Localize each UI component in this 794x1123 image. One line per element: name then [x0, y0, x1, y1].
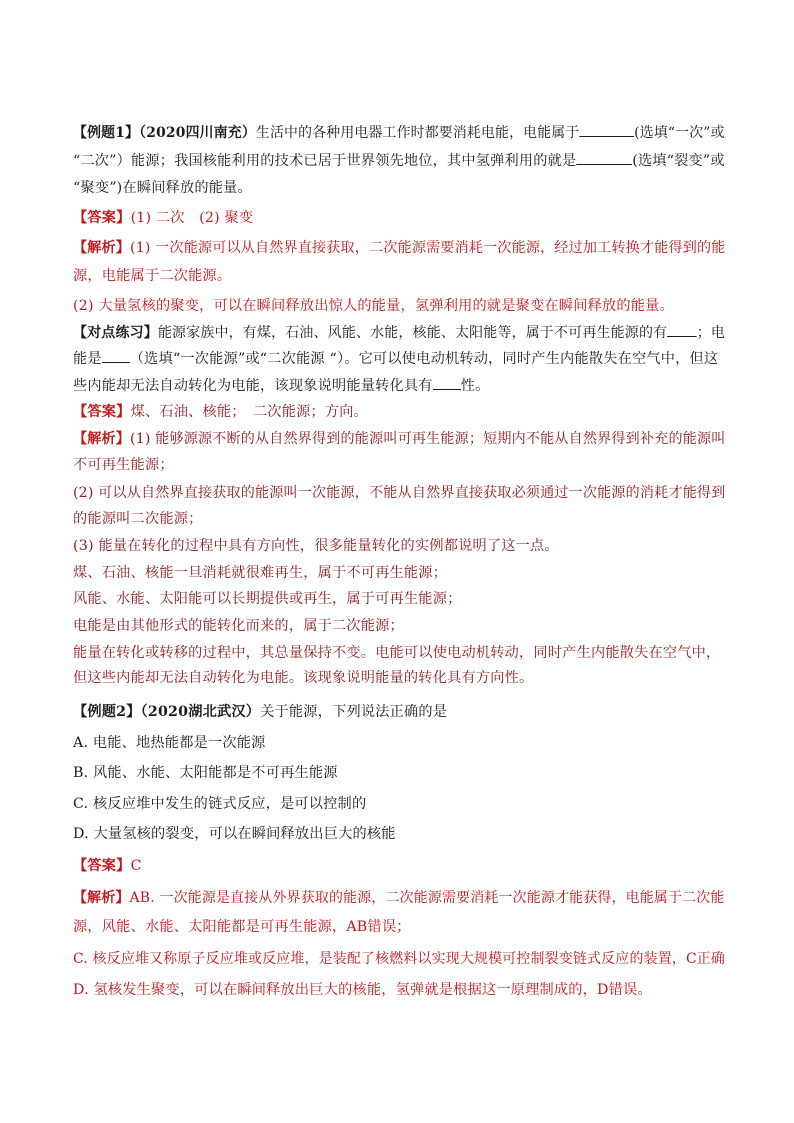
ex1-analysis-line-1 — [73, 238, 725, 258]
practice-analysis-line-1 — [73, 429, 725, 449]
ex1-q-choice-2: (选填“裂变”或 — [632, 153, 725, 169]
ex2-option-a: A. 电能、地热能都是一次能源 — [73, 735, 266, 751]
practice-analysis-line-10: 但这些内能却无法自动转化为电能。该现象说明能量的转化具有方向性。 — [73, 670, 534, 686]
ex2-analysis-line-4: D. 氢核发生聚变，可以在瞬间释放出巨大的核能，氢弹就是根据这一原理制成的，D错误。 — [73, 982, 652, 998]
ex2-option-b: B. 风能、水能、太阳能都是不可再生能源 — [73, 765, 338, 781]
practice-q-text: 能源家族中，有煤，石油、风能、水能，核能、太阳能等，属于不可再生能源的有 — [157, 325, 668, 341]
practice-q-text-2a: 能是 — [73, 351, 102, 367]
practice-analysis-line-4: 的能源叫二次能源； — [73, 511, 203, 527]
practice-q-text-3a: 些内能却无法自动转化为电能，该现象说明能量转化具有 — [73, 378, 433, 394]
practice-analysis-text: (1) 能够源源不断的从自然界得到的能源叫可再生能源；短期内不能从自然界得到补充的能源叫 — [130, 431, 726, 447]
practice-answer-text: 煤、石油、核能； 二次能源；方向。 — [130, 404, 369, 420]
ex1-question-line-2 — [73, 150, 725, 171]
practice-blank-1 — [667, 322, 697, 337]
ex1-q-choice: (选填“一次”或 — [634, 125, 725, 141]
ex2-option-d: D. 大量氢核的裂变，可以在瞬间释放出巨大的核能 — [73, 826, 396, 842]
ex1-analysis-line-3: (2) 大量氢核的聚变，可以在瞬间释放出惊人的能量，氢弹利用的就是聚变在瞬间释放的能量。 — [73, 298, 674, 314]
practice-analysis-line-7: 风能、水能、太阳能可以长期提供或再生，属于可再生能源； — [73, 591, 462, 607]
practice-analysis-line-5: (3) 能量在转化的过程中具有方向性，很多能量转化的实例都说明了这一点。 — [73, 538, 559, 554]
ex1-blank-2 — [576, 150, 632, 165]
ex1-question-line-1 — [73, 122, 725, 143]
practice-answer-tag: 【答案】 — [73, 404, 131, 420]
practice-question-line-2 — [73, 348, 718, 369]
practice-analysis-line-9: 能量在转化或转移的过程中，其总量保持不变。电能可以使电动机转动，同时产生内能散失在空气中， — [73, 645, 721, 661]
ex1-answer — [73, 208, 253, 228]
practice-question-line-1 — [73, 322, 725, 343]
ex2-q-text: 关于能源，下列说法正确的是 — [260, 704, 448, 720]
ex1-analysis-text: (1) 一次能源可以从自然界直接获取，二次能源需要消耗一次能源，经过加工转换才能得到的能 — [130, 240, 726, 256]
practice-blank-2 — [102, 348, 130, 363]
ex2-answer-text: C — [130, 858, 142, 874]
practice-q-text-2b: （选填“一次能源”或“二次能源 “）。它可以使电动机转动，同时产生内能散失在空气中，但这 — [129, 351, 719, 367]
ex2-analysis-line-1 — [73, 888, 725, 908]
practice-q-text-3b: 性。 — [460, 378, 490, 394]
ex2-question — [73, 702, 447, 722]
practice-analysis-line-6: 煤、石油、核能一旦消耗就很难再生，属于不可再生能源； — [73, 565, 448, 581]
ex2-analysis-line-2: 源，风能、水能、太阳能都是可再生能源，AB错误； — [73, 919, 411, 935]
ex2-source: （2020湖北武汉） — [140, 704, 261, 720]
ex1-question-line-3: “聚变”)在瞬间释放的能量。 — [73, 180, 252, 196]
ex2-analysis-text: AB. 一次能源是直接从外界获取的能源，二次能源需要消耗一次能源才能获得，电能属于二次能 — [129, 890, 725, 906]
practice-analysis-line-8: 电能是由其他形式的能转化而来的，属于二次能源； — [73, 618, 404, 634]
ex1-analysis-tag: 【解析】 — [73, 240, 131, 256]
practice-analysis-tag: 【解析】 — [73, 431, 131, 447]
ex1-source: （2020四川南充） — [139, 125, 256, 141]
ex1-tag: 【例题1】 — [73, 125, 140, 141]
practice-tag: 【对点练习】 — [73, 325, 158, 341]
ex2-answer-tag: 【答案】 — [73, 858, 131, 874]
ex1-answer-text: (1) 二次 (2) 聚变 — [130, 210, 254, 226]
ex1-q-text-2: “二次”）能源；我国核能利用的技术已居于世界领先地位，其中氢弹利用的就是 — [73, 153, 577, 169]
ex2-answer — [73, 856, 142, 876]
ex2-analysis-line-3: C. 核反应堆又称原子反应堆或反应堆，是装配了核燃料以实现大规模可控制裂变链式反应的装置，C正确 — [73, 951, 726, 967]
ex2-analysis-tag: 【解析】 — [73, 890, 130, 906]
practice-analysis-line-3: (2) 可以从自然界直接获取的能源叫一次能源，不能从自然界直接获取必须通过一次能源的消耗才能得到 — [73, 485, 726, 501]
practice-question-line-3 — [73, 375, 489, 396]
ex1-answer-tag: 【答案】 — [73, 210, 131, 226]
practice-answer — [73, 402, 368, 422]
ex1-q-text: 生活中的各种用电器工作时都要消耗电能，电能属于 — [255, 125, 580, 141]
practice-analysis-line-2: 不可再生能源； — [73, 457, 174, 473]
ex1-analysis-line-2: 源，电能属于二次能源。 — [73, 268, 232, 284]
ex2-tag: 【例题2】 — [73, 704, 141, 720]
ex1-blank-1 — [579, 122, 634, 137]
practice-blank-3 — [433, 375, 461, 390]
ex2-option-c: C. 核反应堆中发生的链式反应，是可以控制的 — [73, 796, 367, 812]
practice-q-tail: ；电 — [696, 325, 726, 341]
